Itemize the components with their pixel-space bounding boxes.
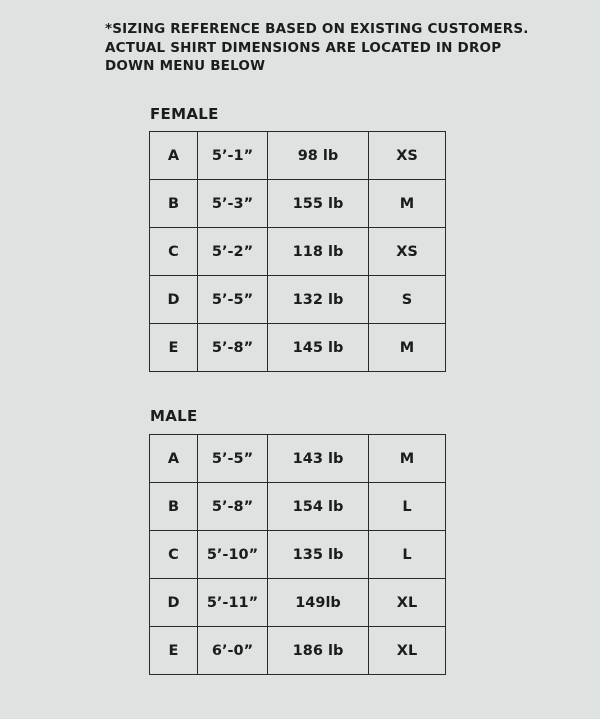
height-cell: 6’-0”: [198, 627, 268, 675]
size-cell: XL: [369, 627, 446, 675]
size-cell: M: [369, 435, 446, 483]
row-label-cell: D: [150, 579, 198, 627]
size-cell: M: [369, 324, 446, 372]
row-label-cell: C: [150, 531, 198, 579]
female-size-table: [149, 131, 446, 372]
size-cell: S: [369, 276, 446, 324]
weight-cell: 135 lb: [268, 531, 369, 579]
row-label-cell: E: [150, 324, 198, 372]
weight-cell: 98 lb: [268, 132, 369, 180]
weight-cell: 143 lb: [268, 435, 369, 483]
table-row: [150, 483, 446, 531]
row-label-cell: E: [150, 627, 198, 675]
height-cell: 5’-2”: [198, 228, 268, 276]
table-row: [150, 531, 446, 579]
sizing-note-line: DOWN MENU BELOW: [105, 58, 266, 74]
weight-cell: 149lb: [268, 579, 369, 627]
male-section-title: MALE: [150, 407, 198, 425]
weight-cell: 132 lb: [268, 276, 369, 324]
row-label-cell: D: [150, 276, 198, 324]
weight-cell: 186 lb: [268, 627, 369, 675]
size-cell: M: [369, 180, 446, 228]
row-label-cell: A: [150, 435, 198, 483]
height-cell: 5’-8”: [198, 483, 268, 531]
table-row: [150, 627, 446, 675]
size-cell: XS: [369, 228, 446, 276]
table-row: [150, 132, 446, 180]
height-cell: 5’-3”: [198, 180, 268, 228]
sizing-note-line: ACTUAL SHIRT DIMENSIONS ARE LOCATED IN DROP: [105, 39, 502, 56]
size-cell: XS: [369, 132, 446, 180]
size-cell: L: [369, 531, 446, 579]
table-row: [150, 180, 446, 228]
height-cell: 5’-1”: [198, 132, 268, 180]
table-row: [150, 228, 446, 276]
weight-cell: 145 lb: [268, 324, 369, 372]
table-row: [150, 435, 446, 483]
size-cell: L: [369, 483, 446, 531]
weight-cell: 154 lb: [268, 483, 369, 531]
table-row: [150, 276, 446, 324]
table-row: [150, 579, 446, 627]
sizing-note-line: *SIZING REFERENCE BASED ON EXISTING CUSTOMERS.: [105, 21, 529, 37]
row-label-cell: A: [150, 132, 198, 180]
size-cell: XL: [369, 579, 446, 627]
row-label-cell: B: [150, 180, 198, 228]
height-cell: 5’-11”: [198, 579, 268, 627]
weight-cell: 155 lb: [268, 180, 369, 228]
row-label-cell: B: [150, 483, 198, 531]
male-size-table: [149, 434, 446, 675]
table-row: [150, 324, 446, 372]
female-section-title: FEMALE: [150, 105, 219, 123]
height-cell: 5’-5”: [198, 276, 268, 324]
row-label-cell: C: [150, 228, 198, 276]
height-cell: 5’-8”: [198, 324, 268, 372]
weight-cell: 118 lb: [268, 228, 369, 276]
sizing-note: [105, 20, 545, 76]
height-cell: 5’-5”: [198, 435, 268, 483]
height-cell: 5’-10”: [198, 531, 268, 579]
